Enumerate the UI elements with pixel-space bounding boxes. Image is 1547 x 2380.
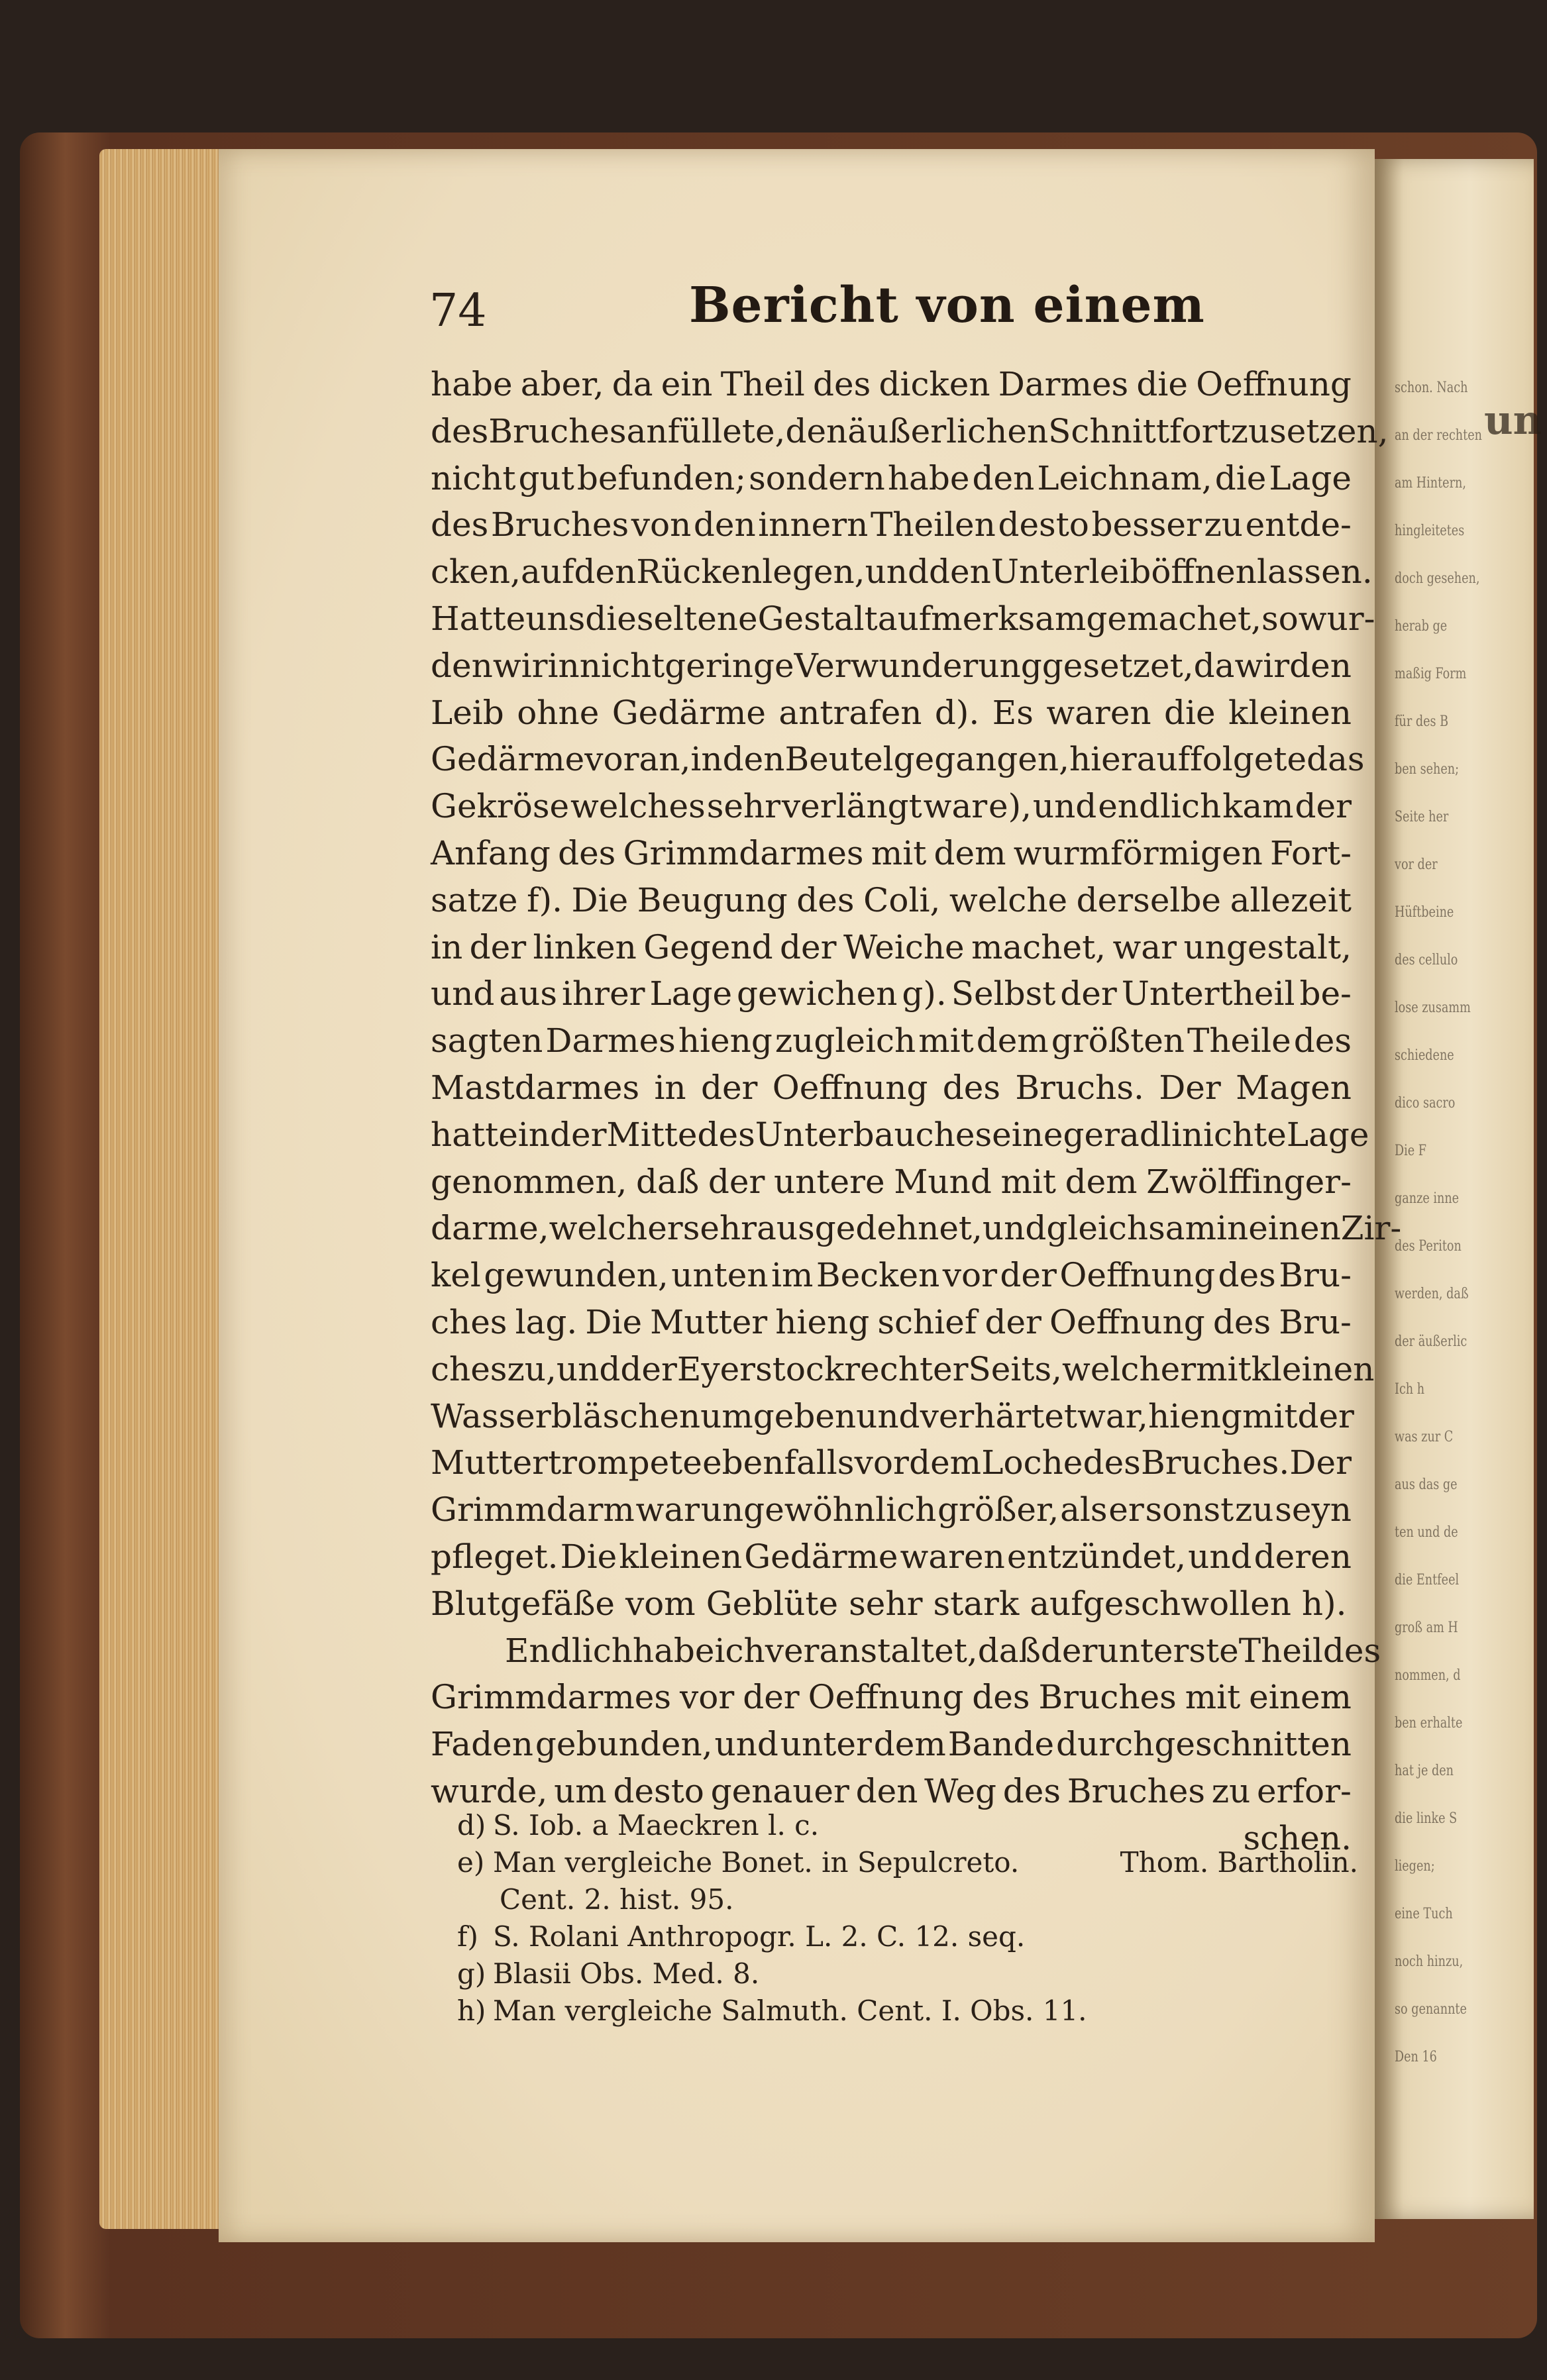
text-line: Leib ohne Gedärme antrafen d). Es waren die kleinen xyxy=(431,693,1352,732)
facing-page-fragment: eine Tuch xyxy=(1395,1906,1453,1922)
body-text xyxy=(431,361,1402,1862)
facing-page-head: un xyxy=(1484,397,1542,444)
facing-page-fragment: Ich h xyxy=(1395,1381,1425,1398)
facing-page-fragment: vor der xyxy=(1395,856,1438,873)
text-line: Grimmdarm war ungewöhnlich größer, als er sonst zu seyn xyxy=(431,1490,1352,1529)
footnote xyxy=(457,1807,1358,1844)
facing-page-fragment: maßig Form xyxy=(1395,666,1467,682)
facing-page-fragment: für des B xyxy=(1395,713,1449,730)
text-line: darme, welcher sehr ausgedehnet, und gleichsam in einen Zir- xyxy=(431,1209,1402,1248)
footnote-mark: f) xyxy=(457,1920,478,1953)
footnotes xyxy=(457,1807,1358,2030)
facing-page-fragment: des Periton xyxy=(1395,1238,1462,1255)
footnote-mark: h) xyxy=(457,1994,486,2027)
facing-page-fragment: die Entfeel xyxy=(1395,1572,1460,1588)
facing-page-fragment: herab ge xyxy=(1395,618,1448,635)
facing-page-fragment: Die F xyxy=(1395,1143,1426,1159)
text-line: pfleget. Die kleinen Gedärme waren entzündet, und deren xyxy=(431,1537,1352,1576)
text-line: nicht gut befunden; sondern habe den Leichnam, die Lage xyxy=(431,458,1352,497)
facing-page-fragment: Den 16 xyxy=(1395,2049,1437,2065)
facing-page-fragment: ben sehen; xyxy=(1395,761,1460,778)
text-line: und aus ihrer Lage gewichen g). Selbst der Untertheil be- xyxy=(431,974,1352,1013)
text-line: Gekröse welches sehr verlängt war e), und endlich kam der xyxy=(431,787,1352,826)
footnote xyxy=(457,1955,1358,1992)
footnote-text: Blasii Obs. Med. 8. xyxy=(493,1957,760,1990)
text-line: Blutgefäße vom Geblüte sehr stark aufgeschwollen h). xyxy=(431,1584,1347,1623)
text-line: satze f). Die Beugung des Coli, welche derselbe allezeit xyxy=(431,880,1352,919)
footnote-text-right: Thom. Bartholin. xyxy=(1120,1846,1358,1879)
facing-page-fragment: ganze inne xyxy=(1395,1190,1460,1207)
facing-page-fragment: Hüftbeine xyxy=(1395,904,1454,921)
facing-page-fragment: Seite her xyxy=(1395,809,1449,825)
facing-page-fragment: an der rechten xyxy=(1395,427,1482,444)
facing-page-text xyxy=(1395,364,1495,2081)
text-line: Endlich habe ich veranstaltet, daß der unterste Theil des xyxy=(505,1631,1381,1670)
footnote-mark: g) xyxy=(457,1957,486,1990)
text-line: cken, auf den Rücken legen, und den Unterleib öffnen lassen. xyxy=(431,552,1373,592)
facing-page-fragment: des cellulo xyxy=(1395,952,1458,968)
facing-page-fragment: ben erhalte xyxy=(1395,1715,1463,1732)
facing-page-fragment: am Hintern, xyxy=(1395,475,1466,492)
text-line: schen. xyxy=(1243,1818,1352,1857)
text-line: Gedärme voran, in den Beutel gegangen, hierauf folgete das xyxy=(431,740,1365,779)
text-line: Faden gebunden, und unter dem Bande durchgeschnitten xyxy=(431,1725,1352,1764)
facing-page-fragment: dico sacro xyxy=(1395,1095,1456,1112)
page-number: 74 xyxy=(429,285,487,337)
facing-page-fragment: lose zusamm xyxy=(1395,1000,1471,1016)
facing-page-fragment: aus das ge xyxy=(1395,1476,1458,1493)
facing-page-sliver xyxy=(1375,159,1542,2219)
facing-page-fragment: liegen; xyxy=(1395,1858,1435,1875)
text-line: Mastdarmes in der Oeffnung des Bruchs. Der Magen xyxy=(431,1068,1352,1107)
text-line: Muttertrompete ebenfalls vor dem Loche des Bruches. Der xyxy=(431,1443,1352,1482)
text-line: genommen, daß der untere Mund mit dem Zwölffinger- xyxy=(431,1162,1352,1201)
facing-page-fragment: hingleitetes xyxy=(1395,523,1465,539)
text-line: sagten Darmes hieng zugleich mit dem größten Theile des xyxy=(431,1021,1352,1061)
text-line: hatte in der Mitte des Unterbauches eine geradlinichte Lage xyxy=(431,1115,1369,1154)
text-line: den wir in nicht geringe Verwunderung gesetzet, da wir den xyxy=(431,646,1352,685)
footnote xyxy=(457,1844,1358,1881)
text-line: des Bruches anfüllete, den äußerlichen Schnitt fortzusetzen, xyxy=(431,411,1389,450)
facing-page-fragment: hat je den xyxy=(1395,1763,1454,1779)
facing-page-fragment: die linke S xyxy=(1395,1810,1458,1827)
facing-page-fragment: ten und de xyxy=(1395,1524,1458,1541)
running-head: Bericht von einem xyxy=(689,277,1205,334)
text-line: wurde, um desto genauer den Weg des Bruches zu erfor- xyxy=(431,1771,1352,1810)
facing-page-fragment: nommen, d xyxy=(1395,1667,1461,1684)
facing-page-fragment: schon. Nach xyxy=(1395,380,1468,396)
facing-page-fragment: was zur C xyxy=(1395,1429,1454,1445)
facing-page-fragment: werden, daß xyxy=(1395,1286,1469,1302)
footnote-text: S. Rolani Anthropogr. L. 2. C. 12. seq. xyxy=(493,1920,1026,1953)
text-line: ches lag. Die Mutter hieng schief der Oeffnung des Bru- xyxy=(431,1302,1352,1341)
text-line: Hatte uns die seltene Gestalt aufmerksam gemachet, so wur- xyxy=(431,599,1375,638)
text-line: Grimmdarmes vor der Oeffnung des Bruches mit einem xyxy=(431,1678,1352,1717)
facing-page-fragment: groß am H xyxy=(1395,1620,1458,1636)
footnote xyxy=(457,1918,1358,1955)
text-line: habe aber, da ein Theil des dicken Darmes die Oeffnung xyxy=(431,365,1352,403)
text-line: ches zu, und der Eyerstock rechter Seits, welcher mit kleinen xyxy=(431,1349,1375,1388)
facing-page-fragment: so genannte xyxy=(1395,2001,1467,2018)
text-line: Anfang des Grimmdarmes mit dem wurmförmigen Fort- xyxy=(431,833,1352,872)
facing-page-fragment: doch gesehen, xyxy=(1395,570,1480,587)
text-line: des Bruches von den innern Theilen desto besser zu entde- xyxy=(431,505,1352,544)
footnote-mark: d) xyxy=(457,1809,486,1841)
text-line: Wasserbläschen umgeben und verhärtet war, hieng mit der xyxy=(431,1396,1354,1435)
text-line: kel gewunden, unten im Becken vor der Oeffnung des Bru- xyxy=(431,1256,1352,1295)
footnote-text: S. Iob. a Maeckren l. c. xyxy=(493,1809,820,1841)
footnote-text: Man vergleiche Bonet. in Sepulcreto. xyxy=(493,1846,1020,1879)
footnote-text: Man vergleiche Salmuth. Cent. I. Obs. 11. xyxy=(493,1994,1087,2027)
page-edges xyxy=(99,149,239,2229)
text-line: in der linken Gegend der Weiche machet, war ungestalt, xyxy=(431,927,1352,966)
facing-page-fragment: schiedene xyxy=(1395,1047,1454,1064)
footnote xyxy=(457,1992,1358,2030)
footnote-mark: e) xyxy=(457,1846,485,1879)
facing-page-fragment: noch hinzu, xyxy=(1395,1953,1464,1970)
footnote-continuation: Cent. 2. hist. 95. xyxy=(500,1883,734,1916)
facing-page-fragment: der äußerlic xyxy=(1395,1333,1467,1350)
